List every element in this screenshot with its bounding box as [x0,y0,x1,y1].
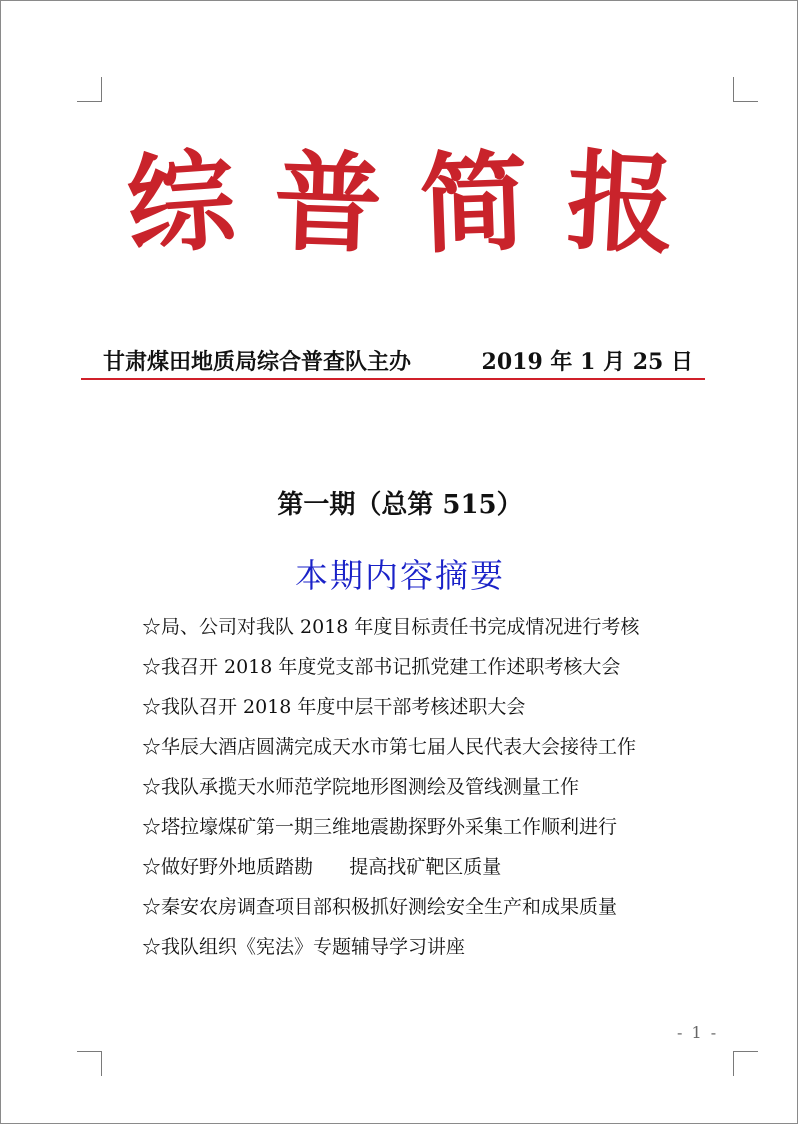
issue-number: 第一期（总第 515） [277,490,523,520]
summary-item: ☆塔拉壕煤矿第一期三维地震勘探野外采集工作顺利进行 [142,816,618,838]
crop-mark-top-left [77,77,102,102]
summary-item: ☆局、公司对我队 2018 年度目标责任书完成情况进行考核 [142,616,640,638]
masthead-char: 普 [271,139,384,269]
organizer: 甘肃煤田地质局综合普查队主办 [103,349,412,375]
summary-list [142,607,742,967]
crop-mark-bottom-right [733,1051,758,1076]
summary-item: ☆我召开 2018 年度党支部书记抓党建工作述职考核大会 [142,656,621,678]
summary-item: ☆我队组织《宪法》专题辅导学习讲座 [142,936,466,958]
masthead-title [111,129,691,279]
issue-date: 2019 年 1 月 25 日 [481,349,693,375]
red-divider [81,378,705,380]
crop-mark-bottom-left [77,1051,102,1076]
crop-mark-top-right [733,77,758,102]
page-number: - 1 - [677,1023,719,1042]
summary-item: ☆我队承揽天水师范学院地形图测绘及管线测量工作 [142,776,580,798]
summary-item: ☆秦安农房调查项目部积极抓好测绘安全生产和成果质量 [142,896,618,918]
masthead-char: 综 [122,137,240,271]
summary-item: ☆做好野外地质踏勘 提高找矿靶区质量 [142,856,502,878]
masthead-char: 简 [418,139,531,269]
summary-item: ☆我队召开 2018 年度中层干部考核述职大会 [142,696,526,718]
summary-title: 本期内容摘要 [295,556,505,595]
masthead-char: 报 [563,138,679,270]
summary-item: ☆华辰大酒店圆满完成天水市第七届人民代表大会接待工作 [142,736,637,758]
header-line [81,347,705,377]
